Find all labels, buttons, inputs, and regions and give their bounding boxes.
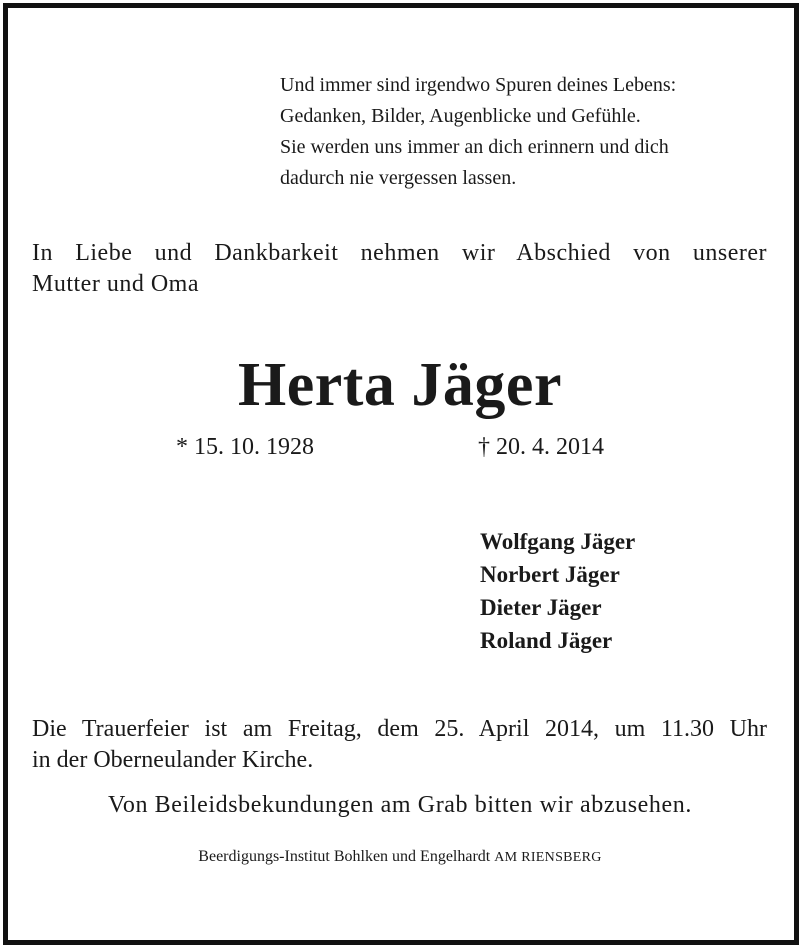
deceased-name: Herta Jäger <box>238 351 562 419</box>
funeral-home-credit <box>0 848 800 866</box>
memorial-poem <box>280 70 780 194</box>
poem-line: Sie werden uns immer an dich erinnern und dich <box>280 136 669 158</box>
service-line: in der Oberneulander Kirche. <box>32 747 314 773</box>
funeral-home-name: Beerdigungs-Institut Bohlken und Engelhardt <box>198 848 491 865</box>
mourner-name: Dieter Jäger <box>480 595 602 620</box>
intro-line: Mutter und Oma <box>32 271 199 297</box>
death-date: † 20. 4. 2014 <box>478 434 604 460</box>
condolence-note: Von Beileidsbekundungen am Grab bitten wir abzusehen. <box>108 792 692 818</box>
poem-line: Und immer sind irgendwo Spuren deines Lebens: <box>280 74 677 96</box>
funeral-home-location: AM RIENSBERG <box>494 850 602 865</box>
poem-line: dadurch nie vergessen lassen. <box>280 167 517 189</box>
funeral-service-info <box>32 714 767 776</box>
mourner-name: Roland Jäger <box>480 628 613 653</box>
service-line: Die Trauerfeier ist am Freitag, dem 25. April 2014, um 11.30 Uhr <box>32 716 767 742</box>
farewell-intro <box>32 238 767 300</box>
intro-line: In Liebe und Dankbarkeit nehmen wir Abschied von unserer <box>32 240 767 266</box>
poem-line: Gedanken, Bilder, Augenblicke und Gefühle. <box>280 105 641 127</box>
mourners-list <box>480 525 635 657</box>
mourner-name: Wolfgang Jäger <box>480 529 636 554</box>
birth-date: * 15. 10. 1928 <box>176 434 314 460</box>
mourner-name: Norbert Jäger <box>480 562 620 587</box>
